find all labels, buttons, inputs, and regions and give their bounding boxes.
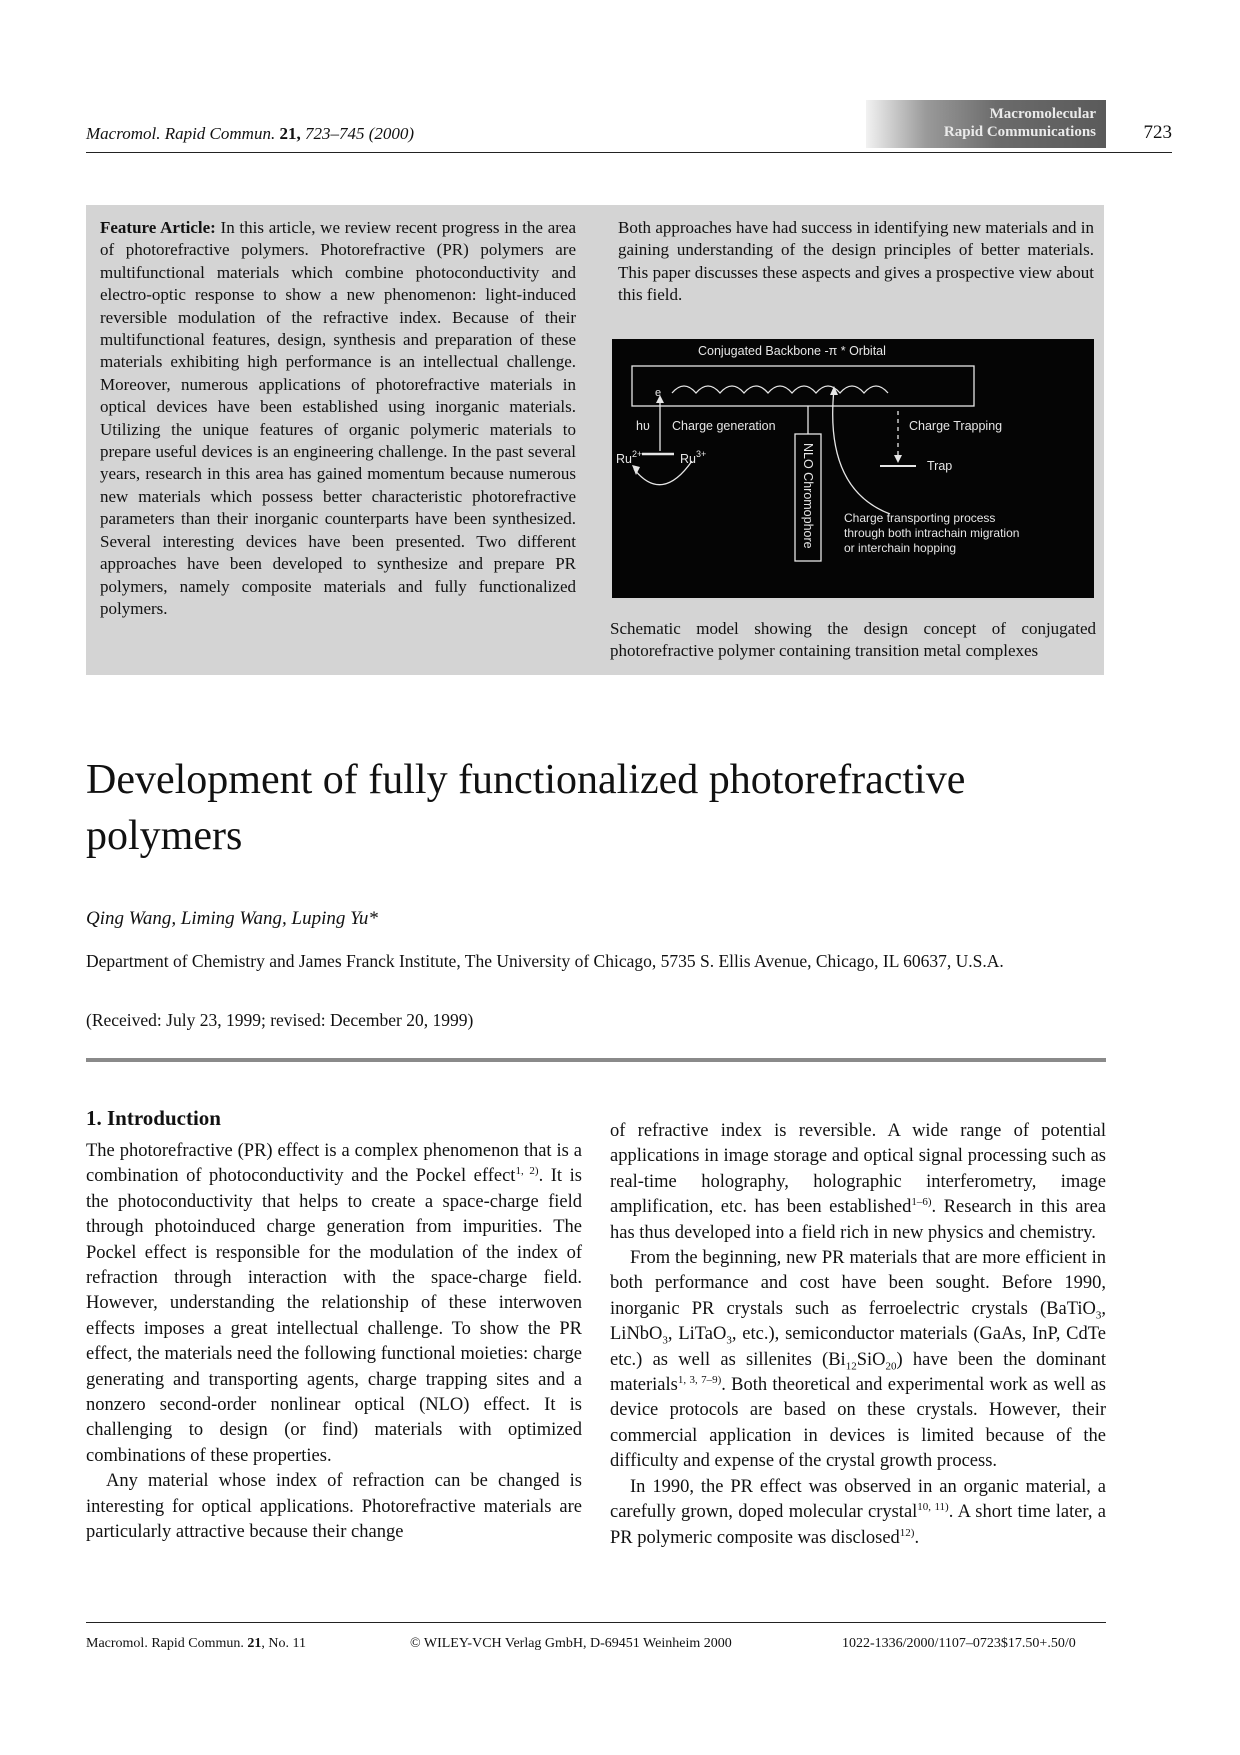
abstract-box <box>86 205 1104 675</box>
page-number: 723 <box>1143 122 1172 143</box>
body-left-column <box>86 1105 582 1546</box>
journal-name: Macromol. Rapid Commun. <box>86 124 276 143</box>
label-charge-generation: Charge generation <box>672 419 776 433</box>
journal-citation <box>86 124 414 144</box>
label-hv: hυ <box>636 419 650 433</box>
footer-copyright: © WILEY-VCH Verlag GmbH, D-69451 Weinheim 2000 <box>410 1636 732 1651</box>
footer-issn: 1022-1336/2000/1107–0723$17.50+.50/0 <box>842 1636 1076 1651</box>
paragraph-4: From the beginning, new PR materials that are more efficient in both performance and cost have been sought. Before 1990, inorganic PR crystals such as ferroelectric crystals (BaTiO$_3$, LiNbO$_3$, LiTaO$_3$, etc.), semiconductor materials (GaAs, InP, CdTe etc.) as well as sillenites $(Bi_{12}SiO_{20})$ have been the dominant materials$^{1, 3, 7-9)}$. Both theoretical and experimental work as well as device protocols are based on these crystals. However, their commercial application in devices is limited because of the difficulty and expense of the crystal growth process. <box>610 1248 1107 1472</box>
article-affiliation: Department of Chemistry and James Franck Institute, The University of Chicago, 5735 S. Ellis Avenue, Chicago, IL 60637, U.S.A. <box>86 951 1004 971</box>
abstract-text-right: Both approaches have had success in identifying new materials and in gaining understanding of the design principles of better materials. This paper discusses these aspects and gives a prospective view about this field. <box>618 218 1094 305</box>
label-ru3: $Ru^{3+}$ <box>680 449 707 466</box>
article-authors: Qing Wang, Liming Wang, Luping Yu* <box>86 908 378 929</box>
label-transport-3: or interchain hopping <box>844 541 957 555</box>
label-transport-2: through both intrachain migration <box>844 526 1020 540</box>
journal-volume: 21, <box>279 124 301 143</box>
logo-line-2: Rapid Communications <box>943 124 1096 140</box>
label-ru2: $Ru^{2+}$ <box>616 449 643 466</box>
figure-caption: Schematic model showing the design concept of conjugated photorefractive polymer containing transition metal complexes <box>610 619 1096 661</box>
abstract-left-column <box>100 217 576 620</box>
abstract-text-left: In this article, we review recent progress in the area of photorefractive polymers. Photorefractive (PR) polymers are multifunctional materials which combine photoconductivity and electro-optic response to show a new phenomenon: light-induced reversible modulation of the refractive index. Because of their multifunctional features, design, synthesis and preparation of these materials exhibiting high performance is an intellectual challenge. Moreover, numerous applications of photorefractive materials in optical devices have been established using inorganic materials. Utilizing the unique features of organic polymeric materials to prepare useful devices is an engineering challenge. In the past several years, research in this area has gained momentum because numerous new materials which possess better characteristic photorefractive parameters than their inorganic counterparts have been synthesized. Several interesting devices have been presented. Two different approaches have been developed to synthesize and prepare PR polymers, namely composite materials and fully functionalized polymers. <box>100 218 577 618</box>
label-nlo-chromophore: NLO Chromophore <box>801 443 815 549</box>
paragraph-1: The photorefractive (PR) effect is a complex phenomenon that is a combination of photoconductivity and the Pockel effect$^{1, 2)}$. It is the photoconductivity that helps to create a space-charge field through photoinduced charge generation from impurities. The Pockel effect is responsible for the modulation of the index of refraction through interaction with the space-charge field. However, understanding the relationship of these interwoven effects imposes a great intellectual challenge. To show the PR effect, the materials need the following functional moieties: charge generating and transporting agents, charge trapping sites and a nonzero second-order nonlinear optical (NLO) effect. It is challenging to design (or find) materials with optimized combinations of these properties. <box>86 1141 582 1466</box>
footer-divider <box>86 1622 1106 1623</box>
article-title: Development of fully functionalized photorefractive polymers <box>86 757 966 859</box>
reference-1-2: 1, 2) <box>515 1165 539 1178</box>
backbone-wave <box>672 386 888 393</box>
label-charge-trapping: Charge Trapping <box>909 419 1003 433</box>
label-backbone: Conjugated Backbone -π * Orbital <box>698 344 886 358</box>
trap-arrowhead <box>894 455 902 463</box>
journal-logo <box>866 100 1106 148</box>
label-transport-1: Charge transporting process <box>844 511 996 525</box>
reference-12: 12) <box>899 1526 915 1539</box>
journal-pages: 723–745 (2000) <box>304 124 415 143</box>
section-heading: 1. Introduction <box>86 1106 221 1130</box>
transport-curve <box>833 389 890 514</box>
paragraph-3: of refractive index is reversible. A wide range of potential applications in image storage and optical signal processing such as real-time holography, holographic interferometry, image amplification, etc. has been established$^{1-6)}$. Research in this area has thus developed into a field rich in new physics and chemistry. <box>610 1121 1106 1243</box>
feature-article-label: Feature Article: <box>100 218 216 237</box>
footer-citation: Macromol. Rapid Commun. 21, No. 11 <box>86 1636 306 1651</box>
reference-1-6: 1–6) <box>911 1196 932 1209</box>
label-trap: Trap <box>927 459 953 473</box>
schematic-svg <box>612 339 1094 598</box>
running-header <box>86 100 1172 153</box>
body-right-column <box>610 1119 1106 1551</box>
label-electron: e <box>655 387 662 399</box>
logo-line-1: Macromolecular <box>989 106 1096 122</box>
title-divider <box>86 1058 1106 1062</box>
paragraph-2: Any material whose index of refraction can be changed is interesting for optical applications. Photorefractive materials are particularly attractive because their change <box>86 1471 582 1543</box>
schematic-figure <box>612 339 1094 598</box>
reference-1-3-7-9: 1, 3, 7–9) <box>677 1373 722 1386</box>
paragraph-5: In 1990, the PR effect was observed in an organic material, a carefully grown, doped molecular crystal$^{10, 11)}$. A short time later, a PR polymeric composite was disclosed$^{12)}$. <box>610 1476 1106 1548</box>
reference-10-11: 10, 11) <box>917 1500 949 1513</box>
article-received-dates: (Received: July 23, 1999; revised: December 20, 1999) <box>86 1010 474 1030</box>
